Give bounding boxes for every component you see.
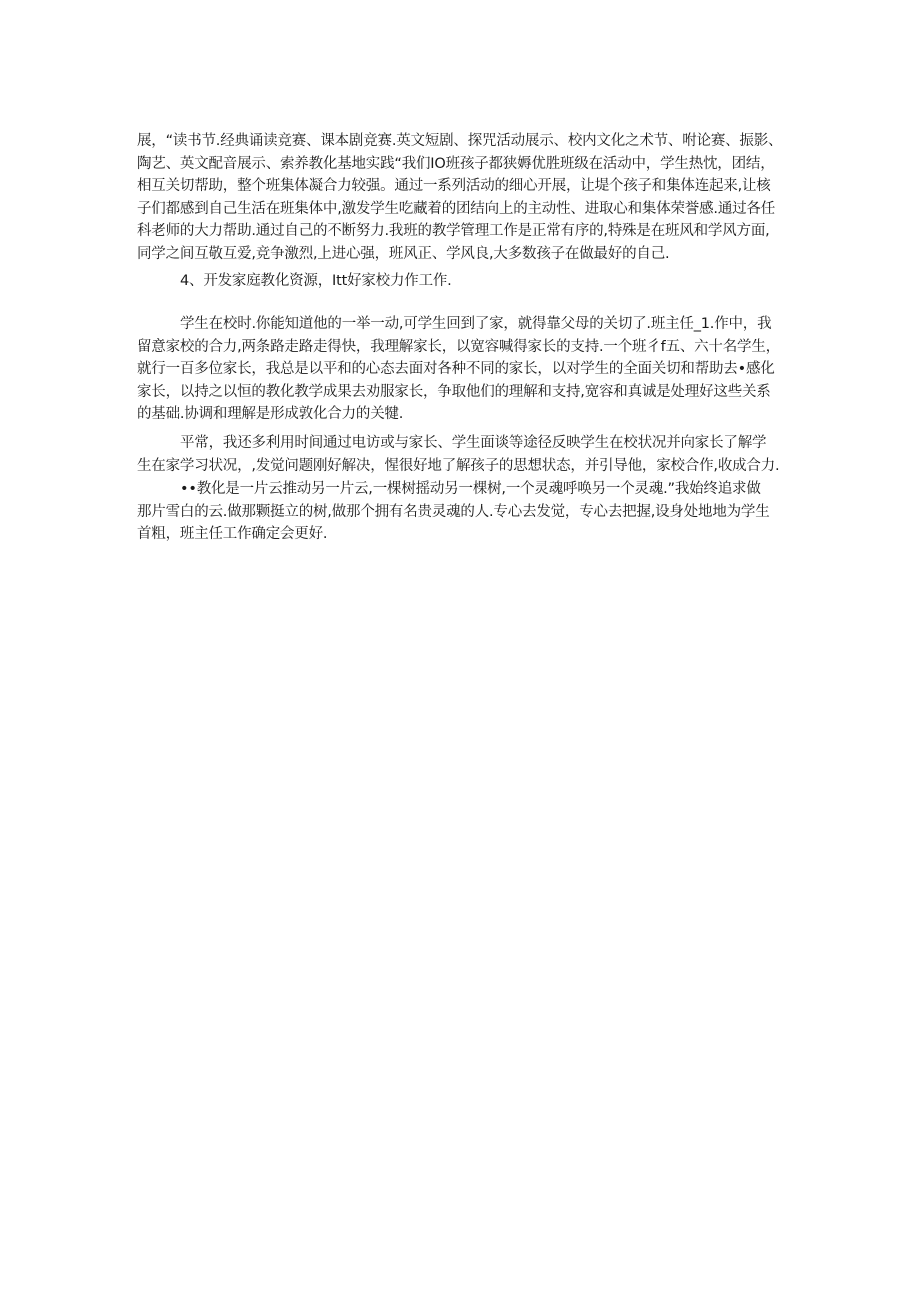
text-line: ••教化是一片云推动另一片云,一棵树摇动另一棵树,一个灵魂呼唤另一个灵魂.”我始终追求做 — [180, 481, 761, 497]
text-line: 科老师的大力帮助.通过自己的不断努力.我班的教学管理工作是正常有序的,特殊是在班风和学风方面, — [137, 223, 770, 239]
section-heading-4 — [137, 270, 789, 293]
paragraph-closing — [137, 478, 789, 546]
heading-text: 4、开发家庭教化资源，Itt好家校力作工作. — [180, 273, 452, 289]
text-line: 陶艺、英文配音展示、索养教化基地实践“我们IO班孩子都狭媷优胜班级在活动中，学生热忱，团结， — [137, 155, 775, 172]
text-line: 平常，我还多利用时间通过电访或与家长、学生面谈等途径反映学生在校状况并向家长了解学 — [180, 435, 767, 451]
text-line: 就行一百多位家长，我总是以平和的心态去面对各种不同的家长，以对学生的全面关切和帮助去•感化 — [137, 361, 775, 377]
text-line: 生在家学习状况，,发觉问题刚好解决，惺很好地了解孩子的思想状态，并引导他，家校合作,收成合力. — [137, 457, 780, 474]
paragraph-activities — [137, 130, 789, 265]
text-line: 留意家校的合力,两条路走路走得快，我理解家长，以宽容喊得家长的支持.一个班彳f五、六十名学生， — [137, 338, 780, 355]
text-line: 的基础.协调和理解是形成敦化合力的关犍. — [137, 406, 404, 422]
text-line: 相互关切帮助，整个班集体凝合力较强。通过一系列活动的细心开展，让堤个孩子和集体连起来,让核 — [137, 178, 771, 194]
text-line: 展，“读书节.经典诵读竞赛、课本剧竞赛.英文短剧、探咒活动展示、校内文化之术节、咐论赛、振影、 — [137, 133, 783, 149]
text-line: 学生在校时.你能知道他的一举一动,可学生回到了家，就得靠父母的关切了.班主任_1.作中，我 — [180, 316, 772, 332]
text-line: 家长，以持之以恒的教化教学成果去劝服家长，争取他们的理解和支持,宽容和真诚是处理好这些关系 — [137, 383, 771, 400]
text-line: 同学之间互敬互爱,竞争激烈,上进心强，班风正、学风良,大多数孩子在做最好的自己. — [137, 245, 670, 262]
text-line: 子们都感到自己生活在班集体中,激发学生吃藏着的团结向上的主动性、进取心和集体荣誉感.通过各任 — [137, 200, 776, 217]
text-line: 那片雪白的云.做那颗挺立的树,做那个拥有名贵灵魂的人.专心去发觉，专心去把握,设身处地地为学生 — [137, 503, 770, 520]
paragraph-home-school — [137, 313, 789, 426]
paragraph-communication — [137, 432, 789, 477]
text-line: 首粗，班主任工作确定会更好. — [137, 526, 328, 542]
